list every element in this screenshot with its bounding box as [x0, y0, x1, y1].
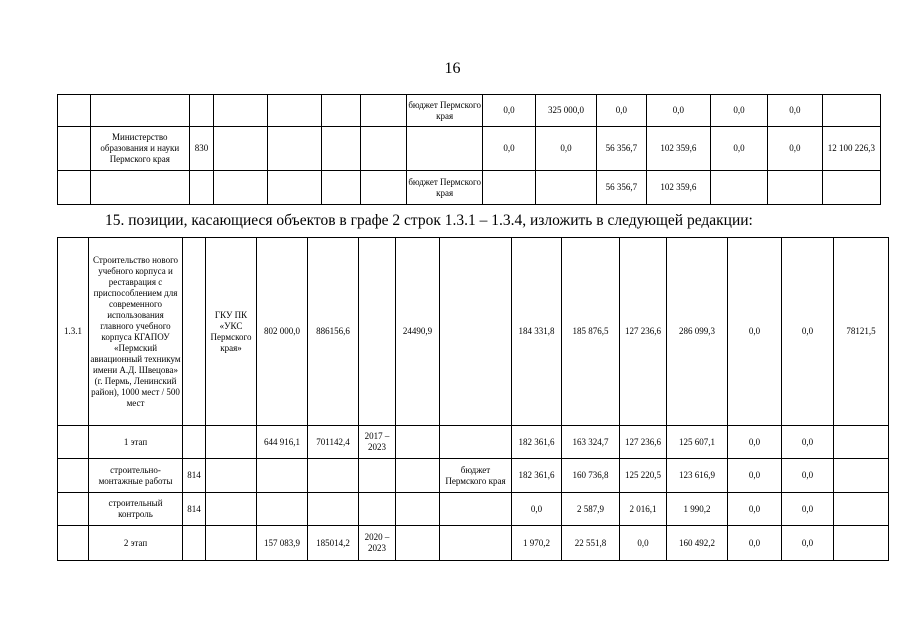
total-cell — [834, 526, 889, 561]
table-row — [58, 426, 889, 459]
estimated-cost-cell — [257, 459, 308, 493]
value-cell: 0,0 — [728, 526, 782, 561]
objects-table — [57, 237, 889, 561]
row-number-cell — [58, 493, 89, 526]
cell — [360, 127, 406, 171]
row-number-cell — [58, 95, 91, 127]
table-row — [58, 526, 889, 561]
value-cell: 0,0 — [646, 95, 710, 127]
estimated-cost-cell: 802 000,0 — [257, 238, 308, 426]
code-cell — [183, 238, 206, 426]
code-cell — [189, 171, 213, 205]
object-name-cell — [90, 95, 189, 127]
organization-cell — [206, 459, 257, 493]
value-cell: 0,0 — [782, 526, 834, 561]
object-name-cell: Министерство образования и науки Пермского края — [90, 127, 189, 171]
funding-source-cell — [407, 127, 483, 171]
value-cell: 182 361,6 — [512, 426, 562, 459]
code-cell: 830 — [189, 127, 213, 171]
code-cell: 814 — [183, 459, 206, 493]
value-cell: 125 607,1 — [667, 426, 728, 459]
value-cell: 56 356,7 — [597, 127, 647, 171]
value-cell: 123 616,9 — [667, 459, 728, 493]
value-cell: 0,0 — [512, 493, 562, 526]
estimated-cost-cell: 701142,4 — [308, 426, 359, 459]
value-cell: 182 361,6 — [512, 459, 562, 493]
object-name-cell: строительный контроль — [89, 493, 183, 526]
total-cell — [834, 459, 889, 493]
code-cell — [189, 95, 213, 127]
organization-cell — [206, 526, 257, 561]
estimated-cost-cell: 185014,2 — [308, 526, 359, 561]
capacity-cell — [396, 526, 440, 561]
object-name-cell: Строительство нового учебного корпуса и реставрация с приспособлением для современного использования главного учебного корпуса КГАПОУ «Пермский авиационный техникум имени А.Д. Швецова» (г. Пермь, Ленинский район), 1000 мест / 500 мест — [89, 238, 183, 426]
table-row — [58, 171, 881, 205]
value-cell: 0,0 — [597, 95, 647, 127]
capacity-cell — [396, 459, 440, 493]
value-cell: 0,0 — [535, 127, 596, 171]
value-cell: 325 000,0 — [535, 95, 596, 127]
page-number: 16 — [444, 60, 461, 77]
value-cell: 56 356,7 — [597, 171, 647, 205]
section-title: 15. позиции, касающиеся объектов в графе 2 строк 1.3.1 – 1.3.4, изложить в следующей редакции: — [105, 212, 753, 229]
value-cell: 0,0 — [728, 426, 782, 459]
cell — [321, 127, 360, 171]
table-row — [58, 238, 889, 426]
estimated-cost-cell — [308, 493, 359, 526]
value-cell: 2 016,1 — [620, 493, 667, 526]
value-cell: 0,0 — [620, 526, 667, 561]
years-cell: 2017 – 2023 — [359, 426, 396, 459]
organization-cell: ГКУ ПК «УКС Пермского края» — [206, 238, 257, 426]
funding-source-cell: бюджет Пермского края — [407, 95, 483, 127]
funding-source-cell: бюджет Пермского края — [440, 459, 512, 493]
value-cell: 0,0 — [768, 95, 823, 127]
table-row — [58, 459, 889, 493]
table-row — [58, 127, 881, 171]
capacity-cell — [396, 493, 440, 526]
value-cell: 0,0 — [768, 127, 823, 171]
estimated-cost-cell — [257, 493, 308, 526]
cell — [360, 95, 406, 127]
table-row — [58, 493, 889, 526]
cell — [321, 95, 360, 127]
row-number-cell: 1.3.1 — [58, 238, 89, 426]
value-cell: 0,0 — [711, 95, 768, 127]
funding-source-cell: бюджет Пермского края — [407, 171, 483, 205]
value-cell: 0,0 — [728, 238, 782, 426]
cell — [214, 171, 268, 205]
estimated-cost-cell: 157 083,9 — [257, 526, 308, 561]
funding-source-cell — [440, 526, 512, 561]
cell — [267, 127, 321, 171]
value-cell: 22 551,8 — [562, 526, 620, 561]
total-cell — [822, 95, 880, 127]
funding-source-cell — [440, 493, 512, 526]
value-cell: 0,0 — [728, 493, 782, 526]
object-name-cell: 2 этап — [89, 526, 183, 561]
value-cell: 127 236,6 — [620, 426, 667, 459]
value-cell: 0,0 — [483, 95, 536, 127]
total-cell — [822, 171, 880, 205]
value-cell: 2 587,9 — [562, 493, 620, 526]
years-cell: 2020 – 2023 — [359, 526, 396, 561]
code-cell — [183, 526, 206, 561]
total-cell — [834, 493, 889, 526]
organization-cell — [206, 426, 257, 459]
cell — [267, 171, 321, 205]
value-cell: 160 492,2 — [667, 526, 728, 561]
value-cell: 0,0 — [483, 127, 536, 171]
total-cell — [834, 426, 889, 459]
value-cell: 0,0 — [728, 459, 782, 493]
value-cell — [483, 171, 536, 205]
value-cell: 184 331,8 — [512, 238, 562, 426]
value-cell: 102 359,6 — [646, 127, 710, 171]
value-cell: 0,0 — [782, 493, 834, 526]
cell — [214, 95, 268, 127]
cell — [267, 95, 321, 127]
capacity-cell — [396, 426, 440, 459]
total-cell: 12 100 226,3 — [822, 127, 880, 171]
estimated-cost-cell: 886156,6 — [308, 238, 359, 426]
value-cell: 160 736,8 — [562, 459, 620, 493]
table-row — [58, 95, 881, 127]
value-cell: 1 970,2 — [512, 526, 562, 561]
object-name-cell: строительно-монтажные работы — [89, 459, 183, 493]
budget-table-top — [57, 94, 881, 205]
row-number-cell — [58, 526, 89, 561]
row-number-cell — [58, 426, 89, 459]
row-number-cell — [58, 459, 89, 493]
value-cell: 0,0 — [711, 127, 768, 171]
organization-cell — [206, 493, 257, 526]
value-cell: 0,0 — [782, 459, 834, 493]
value-cell: 0,0 — [782, 426, 834, 459]
object-name-cell — [90, 171, 189, 205]
value-cell: 0,0 — [782, 238, 834, 426]
value-cell: 125 220,5 — [620, 459, 667, 493]
cell — [360, 171, 406, 205]
value-cell — [535, 171, 596, 205]
value-cell: 1 990,2 — [667, 493, 728, 526]
years-cell — [359, 459, 396, 493]
capacity-cell: 24490,9 — [396, 238, 440, 426]
value-cell — [711, 171, 768, 205]
row-number-cell — [58, 171, 91, 205]
total-cell: 78121,5 — [834, 238, 889, 426]
cell — [321, 171, 360, 205]
value-cell — [768, 171, 823, 205]
cell — [214, 127, 268, 171]
value-cell: 102 359,6 — [646, 171, 710, 205]
value-cell: 127 236,6 — [620, 238, 667, 426]
funding-source-cell — [440, 426, 512, 459]
years-cell — [359, 238, 396, 426]
row-number-cell — [58, 127, 91, 171]
value-cell: 185 876,5 — [562, 238, 620, 426]
object-name-cell: 1 этап — [89, 426, 183, 459]
code-cell: 814 — [183, 493, 206, 526]
code-cell — [183, 426, 206, 459]
estimated-cost-cell — [308, 459, 359, 493]
value-cell: 163 324,7 — [562, 426, 620, 459]
funding-source-cell — [440, 238, 512, 426]
estimated-cost-cell: 644 916,1 — [257, 426, 308, 459]
years-cell — [359, 493, 396, 526]
value-cell: 286 099,3 — [667, 238, 728, 426]
